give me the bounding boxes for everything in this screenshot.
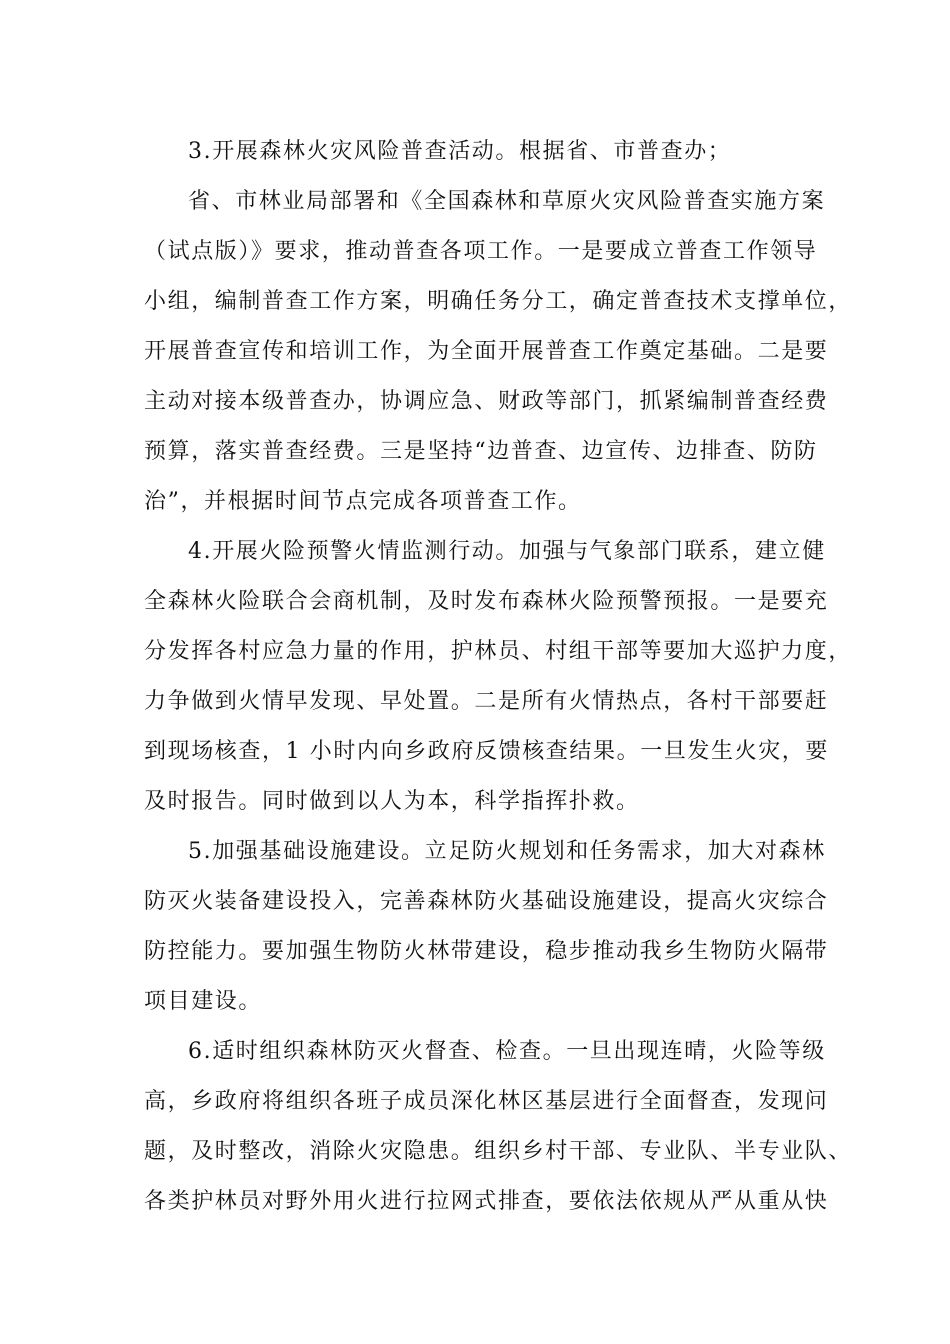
paragraph-6-line: 题，及时整改，消除火灾隐患。组织乡村干部、专业队、半专业队、 [144,1139,853,1164]
paragraph-3-line: （试点版）》要求，推动普查各项工作。一是要成立普查工作领导 [144,239,818,264]
paragraph-3-line: 省、市林业局部署和《全国森林和草原火灾风险普查实施方案 [188,189,826,214]
paragraph-3-line: 主动对接本级普查办，协调应急、财政等部门，抓紧编制普查经费 [144,389,829,414]
paragraph-4-line: 力争做到火情早发现、早处置。二是所有火情热点，各村干部要赶 [144,689,829,714]
paragraph-4-line: 分发挥各村应急力量的作用，护林员、村组干部等要加大巡护力度， [144,639,853,664]
paragraph-5-heading-line: 5.加强基础设施建设。立足防火规划和任务需求，加大对森林 [188,839,826,864]
paragraph-4-heading-line: 4.开展火险预警火情监测行动。加强与气象部门联系，建立健 [188,539,826,564]
paragraph-5-line: 防灭火装备建设投入，完善森林防火基础设施建设，提高火灾综合 [144,889,829,914]
paragraph-5-line: 防控能力。要加强生物防火林带建设，稳步推动我乡生物防火隔带 [144,939,829,964]
paragraph-3-line: 治”，并根据时间节点完成各项普查工作。 [144,489,582,514]
paragraph-6-line: 高，乡政府将组织各班子成员深化林区基层进行全面督查，发现问 [144,1089,829,1114]
paragraph-4-line: 到现场核查，1 小时内向乡政府反馈核查结果。一旦发生火灾，要 [144,739,829,764]
paragraph-4-line: 及时报告。同时做到以人为本，科学指挥扑救。 [144,789,640,814]
paragraph-3-heading-line: 3.开展森林火灾风险普查活动。根据省、市普查办； [188,139,732,164]
paragraph-6-heading-line: 6.适时组织森林防灭火督查、检查。一旦出现连晴，火险等级 [188,1039,826,1064]
paragraph-3-line: 小组，编制普查工作方案，明确任务分工，确定普查技术支撑单位， [144,289,853,314]
paragraph-5-line: 项目建设。 [144,989,263,1014]
paragraph-3-line: 预算，落实普查经费。三是坚持“边普查、边宣传、边排查、防防 [144,439,818,464]
paragraph-4-line: 全森林火险联合会商机制，及时发布森林火险预警预报。一是要充 [144,589,829,614]
paragraph-3-line: 开展普查宣传和培训工作，为全面开展普查工作奠定基础。二是要 [144,339,829,364]
paragraph-6-line: 各类护林员对野外用火进行拉网式排查，要依法依规从严从重从快 [144,1189,829,1214]
